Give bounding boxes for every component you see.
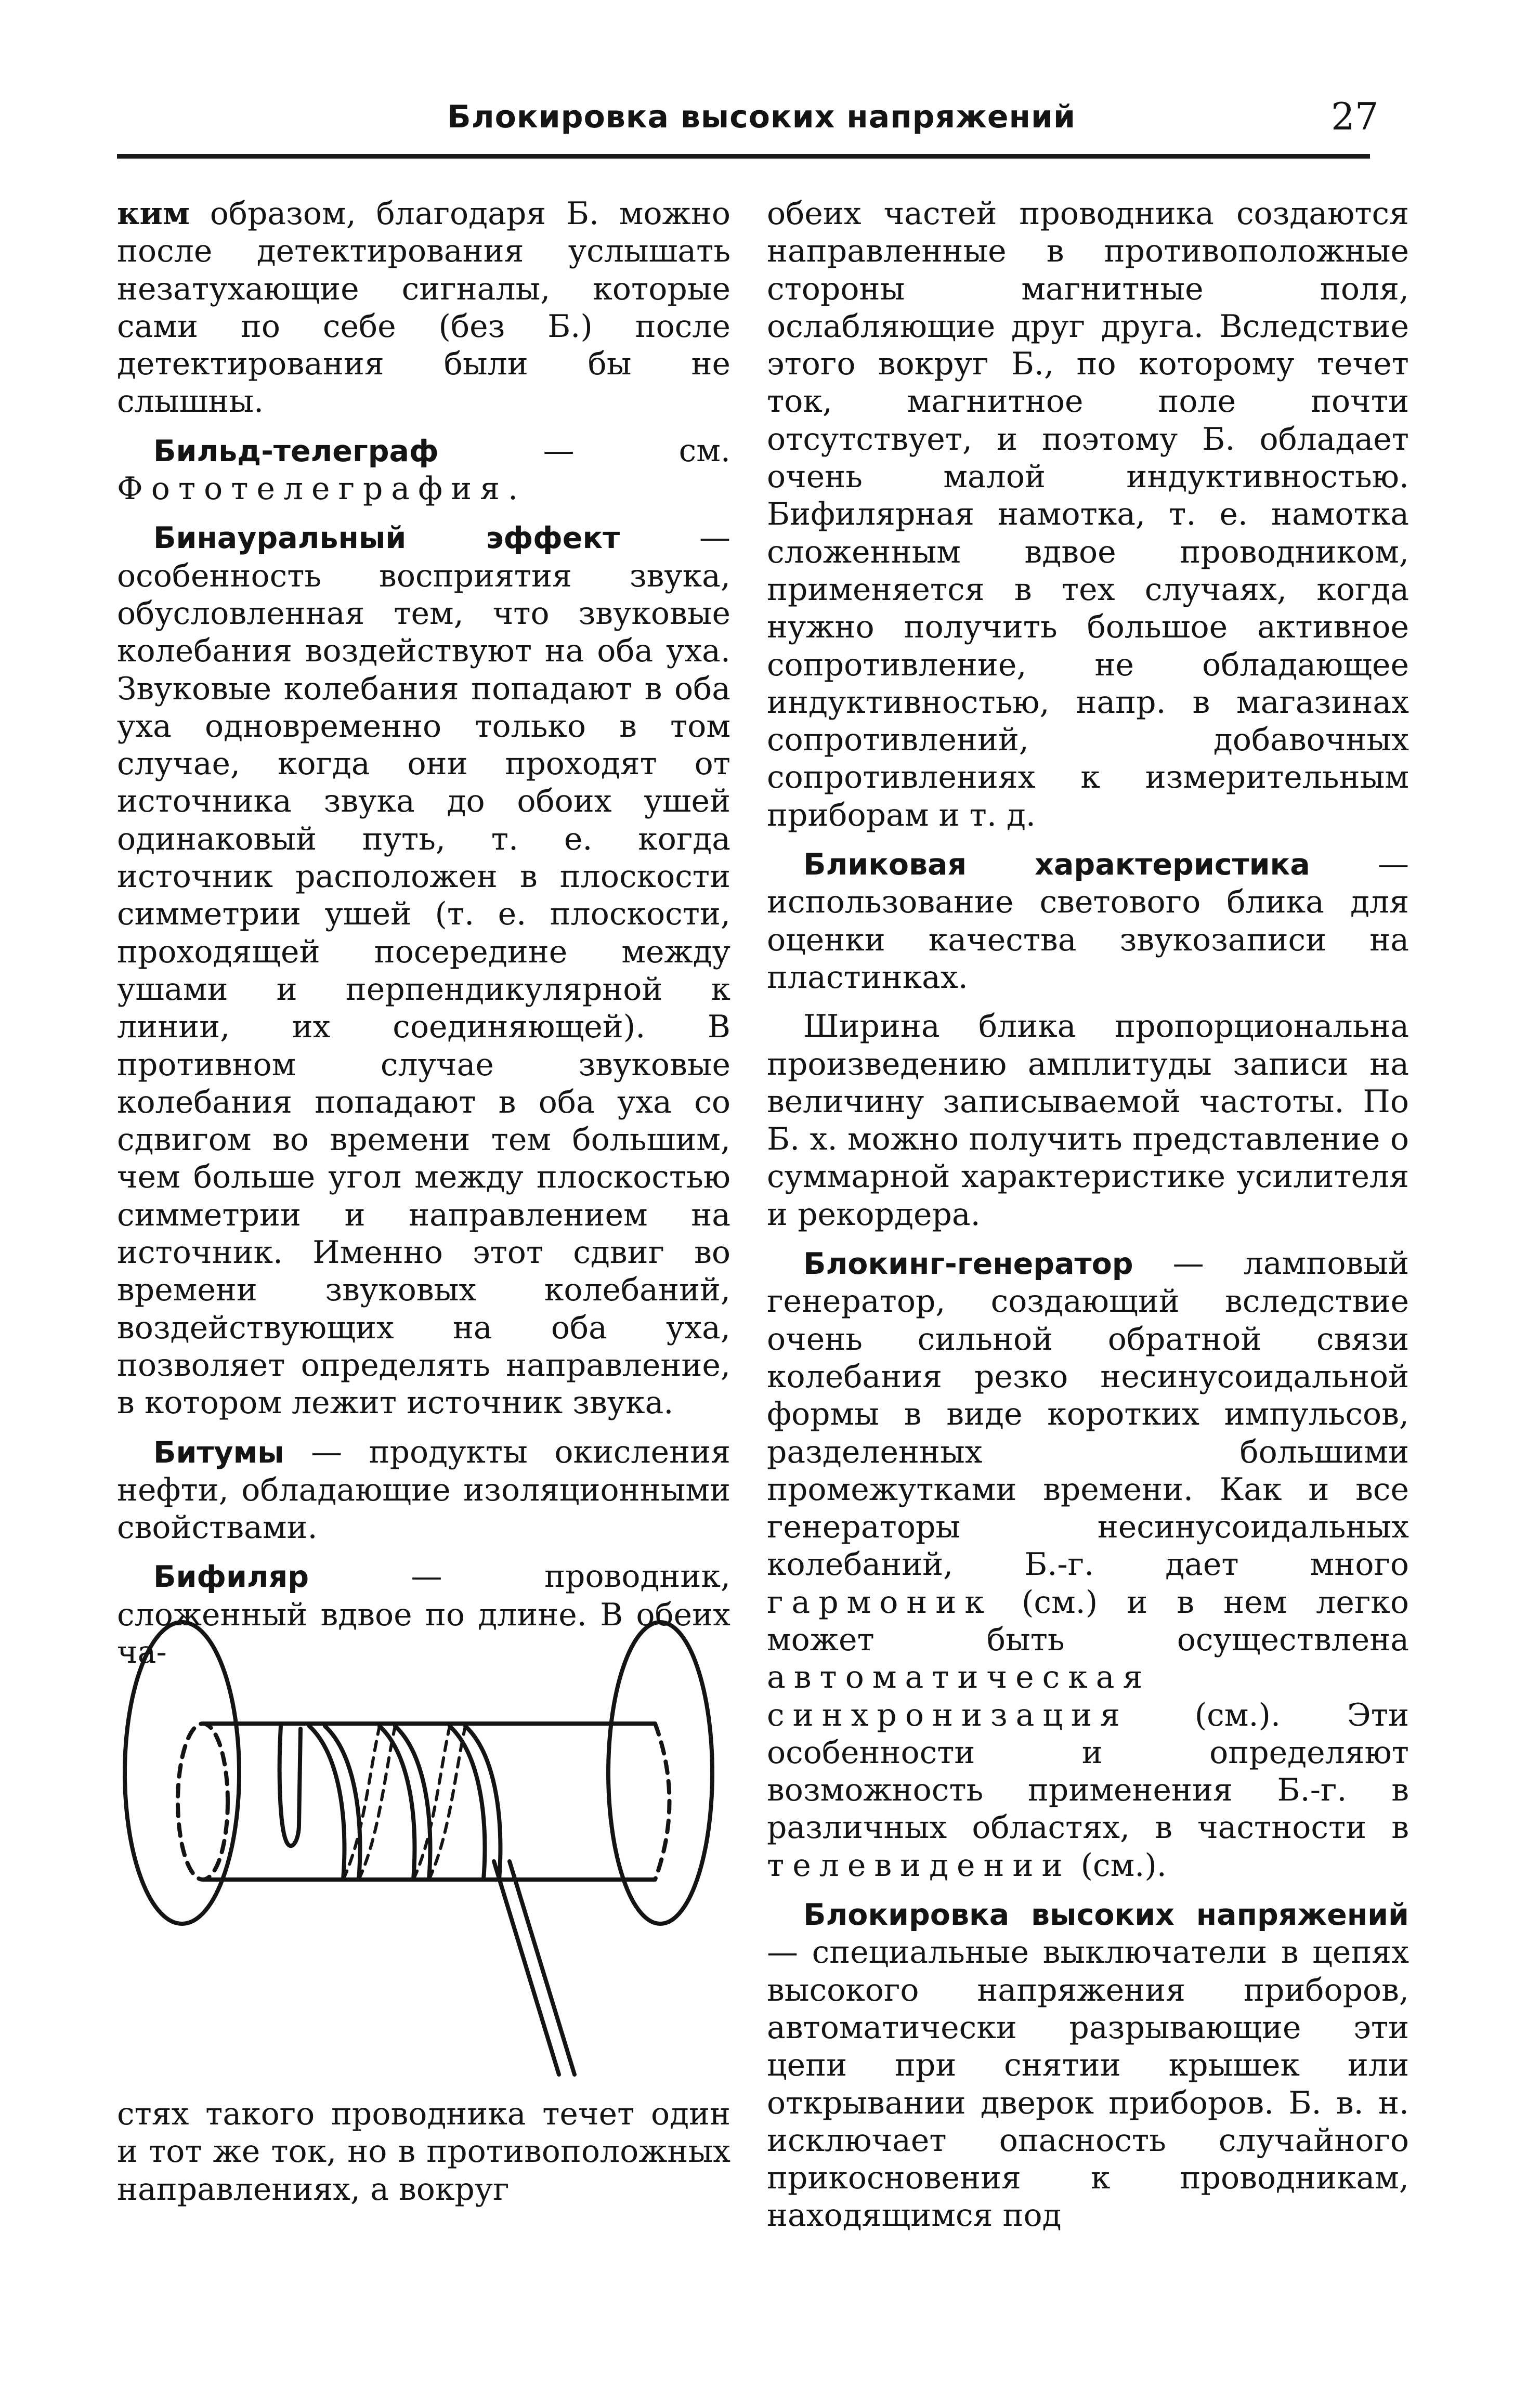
entry-body: — специальные выключатели в цепях высокого напряжения приборов, автоматически разрывающие эти цепи при снятии крышек или открывании дверок приборов. Б. в. н. исключает опасность случайного прикосновения к проводникам, находящимся под: [767, 1934, 1409, 2234]
entry-dash: — см.: [438, 432, 730, 469]
entry-blik-characteristic: [767, 845, 1409, 996]
left-column-top: [117, 195, 730, 1671]
entry-term: Бифиляр: [153, 1560, 309, 1595]
entry-body: — проводник, сложенный вдвое по длине. В обеих ча-: [117, 1558, 730, 1671]
entry-body: (см.) и в нем легко может быть осуществлена: [767, 1584, 1409, 1658]
entry-binaural-effect: [117, 519, 730, 1421]
continued-text: образом, благодаря Б. можно после детектирования услышать незатухающие сигналы, которые сами по себе (без Б.) после детектирования были бы не слышны.: [117, 195, 730, 420]
continued-paragraph: обеих частей проводника создаются направленные в противоположные стороны магнитные поля, ослабляющие друг друга. Вследствие этого вокруг Б., по которому течет ток, магнитное поле почти отсутствует, и поэтому Б. обладает очень малой индуктивностью. Бифилярная намотка, т. е. намотка сложенным вдвое проводником, применяется в тех случаях, когда нужно получить большое активное сопротивление, не обладающее индуктивностью, напр. в магазинах сопротивлений, добавочных сопротивлениях к измерительным приборам и т. д.: [767, 195, 1409, 833]
cross-reference: телевидении: [767, 1847, 1071, 1884]
cross-reference: гармоник: [767, 1584, 993, 1621]
entry-term: Бликовая характеристика: [803, 847, 1310, 882]
cylinder-left-end: [178, 1724, 228, 1880]
left-column-bottom: [117, 2095, 730, 2208]
winding-back: [359, 1726, 395, 1880]
entry-term: Битумы: [153, 1435, 284, 1470]
cross-reference: Фототелеграфия.: [117, 471, 527, 507]
entry-term: Блокировка высоких напряжений: [803, 1898, 1409, 1933]
entry-term: Блокинг-генератор: [803, 1247, 1133, 1282]
continued-lead: ким: [117, 195, 190, 232]
entry-term: Бильд-телеграф: [153, 434, 439, 468]
continued-paragraph: [117, 195, 730, 421]
entry-bitumen: [117, 1433, 730, 1547]
right-column: [767, 195, 1409, 2235]
winding-front: [380, 1726, 414, 1880]
winding-front: [450, 1726, 485, 1880]
entry-blocking-generator: [767, 1245, 1409, 1884]
winding-back: [429, 1726, 465, 1880]
cross-reference: автоматическая синхронизация: [767, 1659, 1151, 1733]
entry-body: — особенность восприятия звука, обусловленная тем, что звуковые колебания воздействуют на оба уха. Звуковые колебания попадают в оба уха одновременно только в том случае, когда они проходят от источника звука до обоих ушей одинаковый путь, т. е. когда источник расположен в плоскости симметрии ушей (т. е. плоскости, проходящей посередине между ушами и перпендикулярной к линии, их соединяющей). В противном случае звуковые колебания попадают в оба уха со сдвигом во времени тем большим, чем больше угол между плоскостью симметрии и направлением на источник. Именно этот сдвиг во времени звуковых колебаний, воздействующих на оба уха, позволяет определять направление, в котором лежит источник звука.: [117, 519, 731, 1421]
cylinder-right-end: [655, 1724, 670, 1880]
entry-body: — использование светового блика для оценки качества звукозаписи на пластинках.: [767, 846, 1409, 996]
entry-bild-telegraf: [117, 432, 730, 508]
entry-body: — ламповый генератор, создающий вследствие очень сильной обратной связи колебания резко несинусоидальной формы в виде коротких импульсов, разделенных большими промежутками времени. Как и все генераторы несинусоидальных колебаний, Б.-г. дает много: [767, 1245, 1409, 1583]
bifilar-coil-figure: [120, 1617, 717, 2085]
winding-front: [309, 1726, 344, 1880]
entry-term: Бинауральный эффект: [153, 521, 620, 556]
header-rule: [117, 154, 1370, 159]
entry-body: (см.).: [1071, 1847, 1167, 1884]
continued-paragraph: стях такого проводника течет один и тот же ток, но в противоположных направлениях, а вокруг: [117, 2096, 730, 2208]
lead-wire: [510, 1861, 575, 2075]
entry-body: — продукты окисления нефти, обладающие изоляционными свойствами.: [117, 1433, 730, 1546]
running-header: Блокировка высоких напряжений: [447, 99, 1076, 135]
paragraph: Ширина блика пропорциональна произведению амплитуды записи на величину записываемой частоты. По Б. х. можно получить представление о суммарной характеристике усилителя и рекордера.: [767, 1008, 1409, 1233]
page-number: 27: [1331, 95, 1379, 138]
winding-fold: [280, 1726, 301, 1846]
entry-hv-interlock: [767, 1896, 1409, 2235]
lead-wire: [494, 1861, 559, 2075]
entry-body: (см.). Эти особенности и определяют возможность применения Б.-г. в различных областях, в частности в: [767, 1697, 1409, 1846]
